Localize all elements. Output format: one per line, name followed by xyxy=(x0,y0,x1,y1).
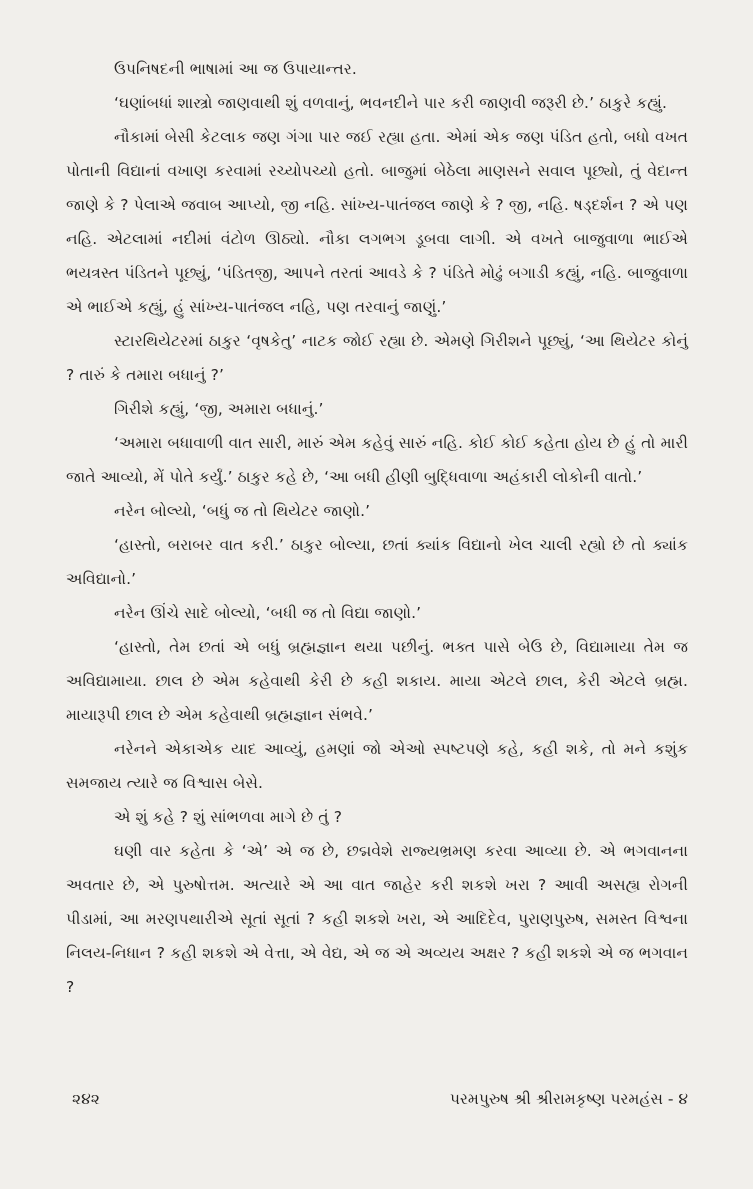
paragraph: ‘હાસ્તો, તેમ છતાં એ બધું બ્રહ્મજ્ઞાન થયા પછીનું. ભક્ત પાસે બેઉ છે, વિદ્યામાયા તેમ જ અવિદ્યામાયા. છાલ છે એમ કહેવાથી કેરી છે કહી શકાય. માયા એટલે છાલ, કેરી એટલે બ્રહ્મ. માયારૂપી છાલ છે એમ કહેવાથી બ્રહ્મજ્ઞાન સંભવે.’ xyxy=(66,638,688,724)
paragraph: ‘હાસ્તો, બરાબર વાત કરી.’ ઠાકુર બોલ્યા, છતાં ક્યાંક વિદ્યાનો ખેલ ચાલી રહ્યો છે તો ક્યાંક અવિદ્યાનો.’ xyxy=(66,536,688,588)
paragraph: નરેન ઊંચે સાદે બોલ્યો, ‘બધી જ તો વિદ્યા જાણો.’ xyxy=(114,604,422,622)
paragraph: ગિરીશે કહ્યું, ‘જી, અમારા બધાનું.’ xyxy=(114,400,324,418)
paragraph: એ શું કહે ? શું સાંભળવા માગે છે તું ? xyxy=(114,808,343,826)
paragraph: સ્ટારથિયેટરમાં ઠાકુર ‘વૃષકેતુ’ નાટક જોઈ રહ્યા છે. એમણે ગિરીશને પૂછ્યું, ‘આ થિયેટર કોનું ? તારું કે તમારા બધાનું ?’ xyxy=(66,332,688,384)
paragraph: ‘ઘણાંબધાં શાસ્ત્રો જાણવાથી શું વળવાનું, ભવનદીને પાર કરી જાણવી જરૂરી છે.’ ઠાકુરે કહ્યું. xyxy=(114,94,667,112)
paragraph: નરેનને એકાએક યાદ આવ્યું, હમણાં જો એઓ સ્પષ્ટપણે કહે, કહી શકે, તો મને કશુંક સમજાય ત્યારે જ વિશ્વાસ બેસે. xyxy=(66,740,688,792)
paragraph: નૌકામાં બેસી કેટલાક જણ ગંગા પાર જઈ રહ્યા હતા. એમાં એક જણ પંડિત હતો, બધો વખત પોતાની વિદ્યાનાં વખાણ કરવામાં રચ્યોપચ્યો હતો. બાજુમાં બેઠેલા માણસને સવાલ પૂછ્યો, તું વેદાન્ત જાણે કે ? પેલાએ જવાબ આપ્યો, જી નહિ. સાંખ્ય-પાતંજલ જાણે કે ? જી, નહિ. ષડ્દર્શન ? એ પણ નહિ. એટલામાં નદીમાં વંટોળ ઊઠ્યો. નૌકા લગભગ ડૂબવા લાગી. એ વખતે બાજુવાળા ભાઈએ ભયત્રસ્ત પંડિતને પૂછ્યું, ‘પંડિતજી, આપને તરતાં આવડે કે ? પંડિતે મોઢું બગાડી કહ્યું, નહિ. બાજુવાળા એ ભાઈએ કહ્યું, હું સાંખ્ય-પાતંજલ નહિ, પણ તરવાનું જાણું.’ xyxy=(66,128,688,316)
paragraph: ઉપનિષદની ભાષામાં આ જ ઉપાયાન્તર. xyxy=(114,60,357,78)
running-title: પરમપુરુષ શ્રી શ્રીરામકૃષ્ણ પરમહંસ - ૪ xyxy=(449,1090,688,1108)
body-text xyxy=(66,52,688,1004)
paragraph: ઘણી વાર કહેતા કે ‘એ’ એ જ છે, છદ્મવેશે રાજ્યભ્રમણ કરવા આવ્યા છે. એ ભગવાનના અવતાર છે, એ પુરુષોત્તમ. અત્યારે એ આ વાત જાહેર કરી શકશે ખરા ? આવી અસહ્ય રોગની પીડામાં, આ મરણપથારીએ સૂતાં સૂતાં ? કહી શકશે ખરા, એ આદિદેવ, પુરાણપુરુષ, સમસ્ત વિશ્વના નિલય-નિધાન ? કહી શકશે એ વેત્તા, એ વેદ્ય, એ જ એ અવ્યય અક્ષર ? કહી શકશે એ જ ભગવાન ? xyxy=(66,842,688,996)
page-number: ૨૪૨ xyxy=(72,1090,100,1108)
paragraph: ‘અમારા બધાવાળી વાત સારી, મારું એમ કહેવું સારું નહિ. કોઈ કોઈ કહેતા હોય છે હું તો મારી જાતે આવ્યો, મેં પોતે કર્યું.’ ઠાકુર કહે છે, ‘આ બધી હીણી બુદ્ધિવાળા અહંકારી લોકોની વાતો.’ xyxy=(66,434,688,486)
page-footer xyxy=(66,1090,688,1120)
paragraph: નરેન બોલ્યો, ‘બધું જ તો થિયેટર જાણો.’ xyxy=(114,502,371,520)
